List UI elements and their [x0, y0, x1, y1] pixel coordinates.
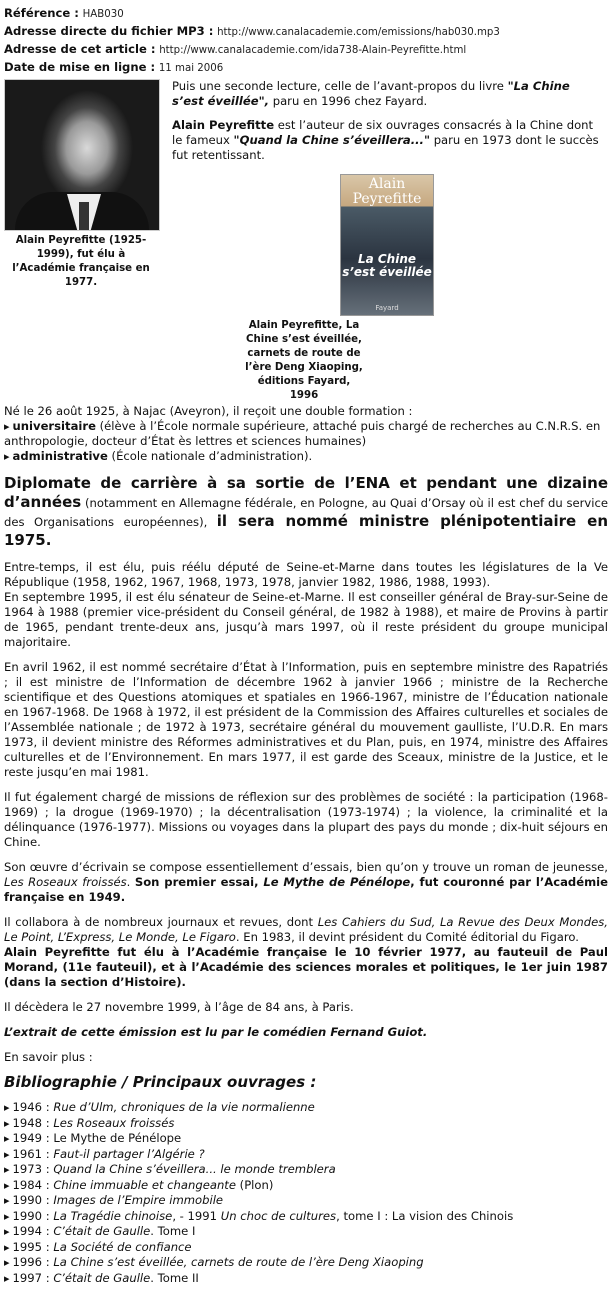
date-value: 11 mai 2006 [158, 63, 224, 74]
book-title: "La Chine s’est éveillée", [172, 79, 570, 108]
bibliography-list [4, 1100, 608, 1286]
reader-credit: L’extrait de cette émission est lu par le comédien Fernand Guiot. [4, 1025, 428, 1039]
reference-label: Référence : [4, 6, 79, 20]
political-career: Entre-temps, il est élu, puis réélu député de Seine-et-Marne dans toutes les législatures de la Ve République (1958, 1962, 1967, 1968, 1973, 1978, janvier 1982, 1986, 1988, 1993). En septembre 1995, il est élu sénateur de Seine-et-Marne. Il est conseiller général de Bray-sur-Seine de 1964 à 1988 (premier vice-président du Conseil général, de 1982 à 1988), et maire de Provins à partir de 1965, pendant trente-deux ans, jusqu’à mars 1997, où il reste président du groupe municipal majoritaire. [4, 560, 608, 649]
list-item: ▸ 1996 : La Chine s’est éveillée, carnets de route de l’ère Deng Xiaoping [4, 1255, 608, 1271]
author-name: Alain Peyrefitte [172, 118, 275, 132]
more-label: En savoir plus : [4, 1050, 93, 1064]
mp3-label: Adresse directe du fichier MP3 : [4, 24, 214, 38]
book-cover-caption: Alain Peyrefitte, La Chine s’est éveillée, carnets de route de l’ère Deng Xiaoping, éditions Fayard, 1996 [245, 320, 363, 401]
date-label: Date de mise en ligne : [4, 60, 156, 74]
list-item: ▸ 1990 : La Tragédie chinoise, - 1991 Un choc de cultures, tome I : La vision des Chinois [4, 1209, 608, 1225]
mp3-link[interactable]: http://www.canalacademie.com/emissions/hab030.mp3 [217, 27, 500, 38]
list-item: ▸ 1946 : Rue d’Ulm, chroniques de la vie normalienne [4, 1100, 608, 1116]
list-item: ▸ 1994 : C’était de Gaulle. Tome I [4, 1224, 608, 1240]
diplomat-paragraph: Diplomate de carrière à sa sortie de l’ENA et pendant une dizaine d’années (notamment en Allemagne fédérale, en Pologne, au Quai d’Orsay où il est chef du service des Organisations européennes), il sera nommé ministre plénipotentiaire en 1975. [4, 474, 608, 549]
ministerial-career: En avril 1962, il est nommé secrétaire d’État à l’Information, puis en septembre ministre des Rapatriés ; il est ministre de l’Information de décembre 1962 à janvier 1966 ; ministre de la Recherche scientifique et des Questions atomiques et spatiales en 1966-1967, ministre de l’Éducation nationale en 1967-1968. De 1968 à 1972, il est président de la Commission des Affaires culturelles et sociales de l’Assemblée nationale ; de 1972 à 1973, secrétaire général du mouvement gaulliste, l’U.D.R. En mars 1973, il devient ministre des Réformes administratives et du Plan, puis, en 1974, ministre des Affaires culturelles et de l’Environnement. En mars 1977, il est garde des Sceaux, ministre de la Justice, et le reste jusqu’en mai 1981. [4, 660, 608, 779]
portrait-photo [4, 79, 160, 231]
list-item: ▸ 1984 : Chine immuable et changeante (Plon) [4, 1178, 608, 1194]
list-item: ▸ 1990 : Images de l’Empire immobile [4, 1193, 608, 1209]
education: Né le 26 août 1925, à Najac (Aveyron), il reçoit une double formation : ▸ universitaire (élève à l’École normale supérieure, attaché puis chargé de recherches au C.N.R.S. en anthropologie, docteur d’État ès lettres et sciences humaines) ▸ administrative (École nationale d’administration). [4, 404, 608, 464]
bibliography-title: Bibliographie / Principaux ouvrages : [4, 1073, 317, 1091]
list-item: ▸ 1997 : C’était de Gaulle. Tome II [4, 1271, 608, 1287]
list-item: ▸ 1973 : Quand la Chine s’éveillera... le monde tremblera [4, 1162, 608, 1178]
article-address-label: Adresse de cet article : [4, 42, 156, 56]
portrait-caption: Alain Peyrefitte (1925-1999), fut élu à l’Académie française en 1977. [12, 235, 150, 288]
writer-paragraph: Son œuvre d’écrivain se compose essentiellement d’essais, bien qu’on y trouve un roman de jeunesse, Les Roseaux froissés. Son premier essai, Le Mythe de Pénélope, fut couronné par l’Académie française en 1949. [4, 860, 608, 904]
metadata-block [4, 0, 608, 77]
book-cover: Alain Peyrefitte La Chine s’est éveillée Fayard [340, 174, 434, 316]
article [4, 0, 608, 1286]
article-link[interactable]: http://www.canalacademie.com/ida738-Alain-Peyrefitte.html [159, 45, 467, 56]
reference-value: HAB030 [82, 9, 124, 20]
list-item: ▸ 1949 : Le Mythe de Pénélope [4, 1131, 608, 1147]
list-item: ▸ 1948 : Les Roseaux froissés [4, 1116, 608, 1132]
list-item: ▸ 1961 : Faut-il partager l’Algérie ? [4, 1147, 608, 1163]
death-paragraph: Il décèdera le 27 novembre 1999, à l’âge de 84 ans, à Paris. [4, 1000, 354, 1014]
list-item: ▸ 1995 : La Société de confiance [4, 1240, 608, 1256]
missions-paragraph: Il fut également chargé de missions de réflexion sur des problèmes de société : la participation (1968-1969) ; la drogue (1969-1970) ; la décentralisation (1973-1974) ; la violence, la criminalité et la délinquance (1976-1977). Missions ou voyages dans la plupart des pays du monde ; dix-huit séjours en Chine. [4, 790, 608, 849]
intro-section [4, 79, 608, 404]
intro-text: Puis une seconde lecture, celle de l’avant-propos du livre "La Chine s’est éveillée", paru en 1996 chez Fayard. Alain Peyrefitte est l’auteur de six ouvrages consacrés à la Chine dont le fameux "Quand la Chine s’éveillera..." paru en 1973 dont le succès fut retentissant. [172, 79, 599, 162]
journals-paragraph: Il collabora à de nombreux journaux et revues, dont Les Cahiers du Sud, La Revue des Deux Mondes, Le Point, L’Express, Le Monde, Le Figaro. En 1983, il devint président du Comité éditorial du Figaro. Alain Peyrefitte fut élu à l’Académie française le 10 février 1977, au fauteuil de Paul Morand, (11e fauteuil), et à l’Académie des sciences morales et politiques, le 1er juin 1987 (dans la section d’Histoire). [4, 915, 608, 989]
